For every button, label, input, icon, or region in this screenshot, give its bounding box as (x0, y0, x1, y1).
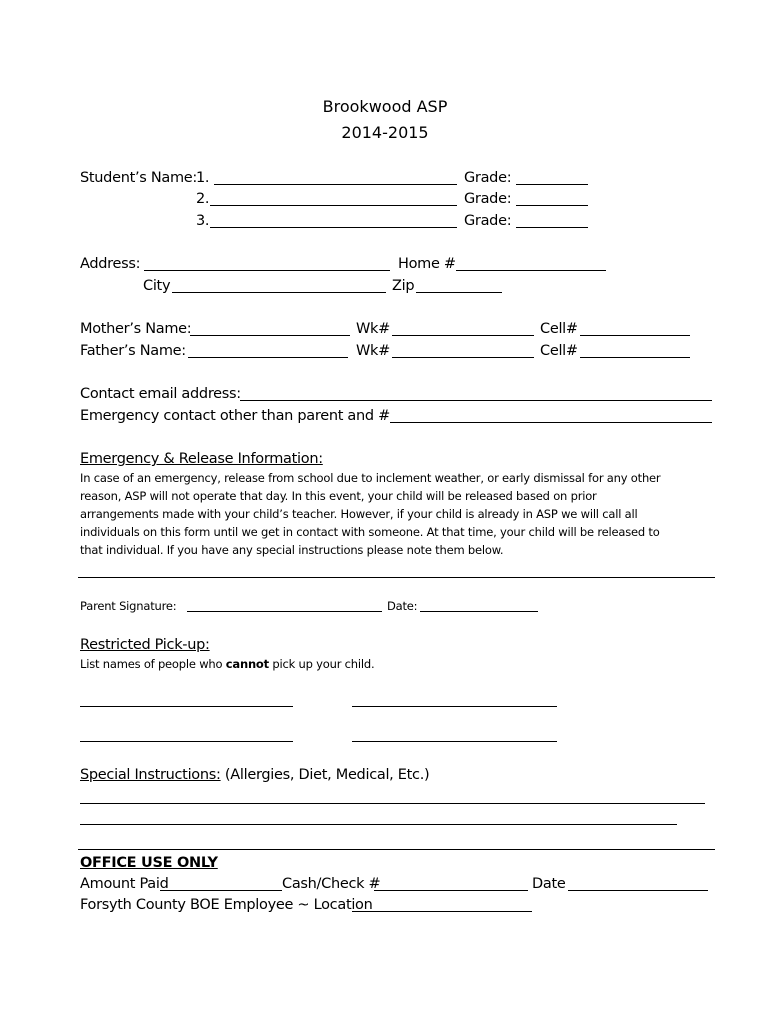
office-date-field[interactable] (568, 890, 708, 891)
mother-work-field[interactable] (392, 335, 534, 336)
amount-paid-label: Amount Paid (80, 876, 169, 892)
restricted-person-3-field[interactable] (80, 741, 293, 742)
contact-email-label: Contact email address: (80, 386, 241, 402)
parent-signature-label: Parent Signature: (80, 599, 177, 613)
mother-work-label: Wk# (356, 321, 390, 337)
mother-name-field[interactable] (190, 335, 350, 336)
student-1-grade-field[interactable] (516, 184, 588, 185)
emergency-release-line: that individual. If you have any special instructions please note them below. (80, 543, 504, 557)
father-work-label: Wk# (356, 343, 390, 359)
school-year: 2014-2015 (341, 123, 429, 142)
zip-label: Zip (392, 278, 415, 294)
student-2-grade-field[interactable] (516, 205, 588, 206)
zip-field[interactable] (416, 292, 502, 293)
student-3-number: 3. (196, 213, 210, 229)
cash-check-field[interactable] (374, 890, 528, 891)
father-name-label: Father’s Name: (80, 343, 186, 359)
special-instructions-line[interactable] (78, 577, 715, 578)
instruction-text: List names of people who (80, 657, 226, 671)
instruction-text: pick up your child. (268, 657, 375, 671)
father-name-field[interactable] (188, 357, 348, 358)
restricted-person-4-field[interactable] (352, 741, 557, 742)
mother-name-label: Mother’s Name: (80, 321, 192, 337)
student-name-label: Student’s Name: (80, 170, 198, 186)
student-3-grade-field[interactable] (516, 227, 588, 228)
student-1-number: 1. (196, 170, 210, 186)
emergency-release-line: reason, ASP will not operate that day. In this event, your child will be released based on prior (80, 489, 597, 503)
home-phone-field[interactable] (456, 270, 606, 271)
parent-signature-field[interactable] (187, 611, 382, 612)
form-title: Brookwood ASP (322, 97, 448, 116)
special-instructions-row (80, 766, 429, 784)
mother-cell-label: Cell# (540, 321, 578, 337)
student-2-grade-label: Grade: (464, 191, 512, 207)
special-instructions-field-2[interactable] (80, 824, 677, 825)
emergency-release-heading: Emergency & Release Information: (80, 451, 323, 467)
restricted-pickup-heading: Restricted Pick-up: (80, 637, 210, 653)
restricted-person-2-field[interactable] (352, 706, 557, 707)
employee-location-field[interactable] (352, 911, 532, 912)
cash-check-label: Cash/Check # (282, 876, 381, 892)
office-use-heading: OFFICE USE ONLY (80, 855, 218, 871)
contact-email-field[interactable] (240, 400, 712, 401)
emergency-release-line: In case of an emergency, release from school due to inclement weather, or early dismissal for any other (80, 471, 661, 485)
amount-paid-field[interactable] (160, 890, 282, 891)
student-1-grade-label: Grade: (464, 170, 512, 186)
employee-location-label: Forsyth County BOE Employee ~ Location (80, 897, 373, 913)
signature-date-label: Date: (387, 599, 418, 613)
address-field[interactable] (144, 270, 390, 271)
student-3-name-field[interactable] (210, 227, 457, 228)
emergency-release-line: arrangements made with your child’s teacher. However, if your child is already in ASP we will call all (80, 507, 638, 521)
home-phone-label: Home # (398, 256, 456, 272)
city-field[interactable] (172, 292, 386, 293)
student-1-name-field[interactable] (214, 184, 457, 185)
student-3-grade-label: Grade: (464, 213, 512, 229)
father-cell-field[interactable] (580, 357, 690, 358)
student-2-name-field[interactable] (210, 205, 457, 206)
instruction-emphasis: cannot (225, 657, 269, 671)
special-instructions-field-1[interactable] (80, 803, 705, 804)
address-label: Address: (80, 256, 141, 272)
special-instructions-hint: (Allergies, Diet, Medical, Etc.) (224, 767, 430, 783)
mother-cell-field[interactable] (580, 335, 690, 336)
signature-date-field[interactable] (420, 611, 538, 612)
office-date-label: Date (532, 876, 566, 892)
emergency-release-paragraph (80, 469, 710, 559)
special-instructions-heading: Special Instructions: (80, 767, 221, 783)
student-2-number: 2. (196, 191, 210, 207)
restricted-pickup-instruction (80, 655, 374, 673)
father-work-field[interactable] (392, 357, 534, 358)
restricted-person-1-field[interactable] (80, 706, 293, 707)
father-cell-label: Cell# (540, 343, 578, 359)
office-section-divider (78, 849, 715, 850)
emergency-release-line: individuals on this form until we get in contact with someone. At that time, your child will be released to (80, 525, 660, 539)
emergency-contact-field[interactable] (390, 422, 712, 423)
emergency-contact-label: Emergency contact other than parent and # (80, 408, 390, 424)
city-label: City (143, 278, 171, 294)
